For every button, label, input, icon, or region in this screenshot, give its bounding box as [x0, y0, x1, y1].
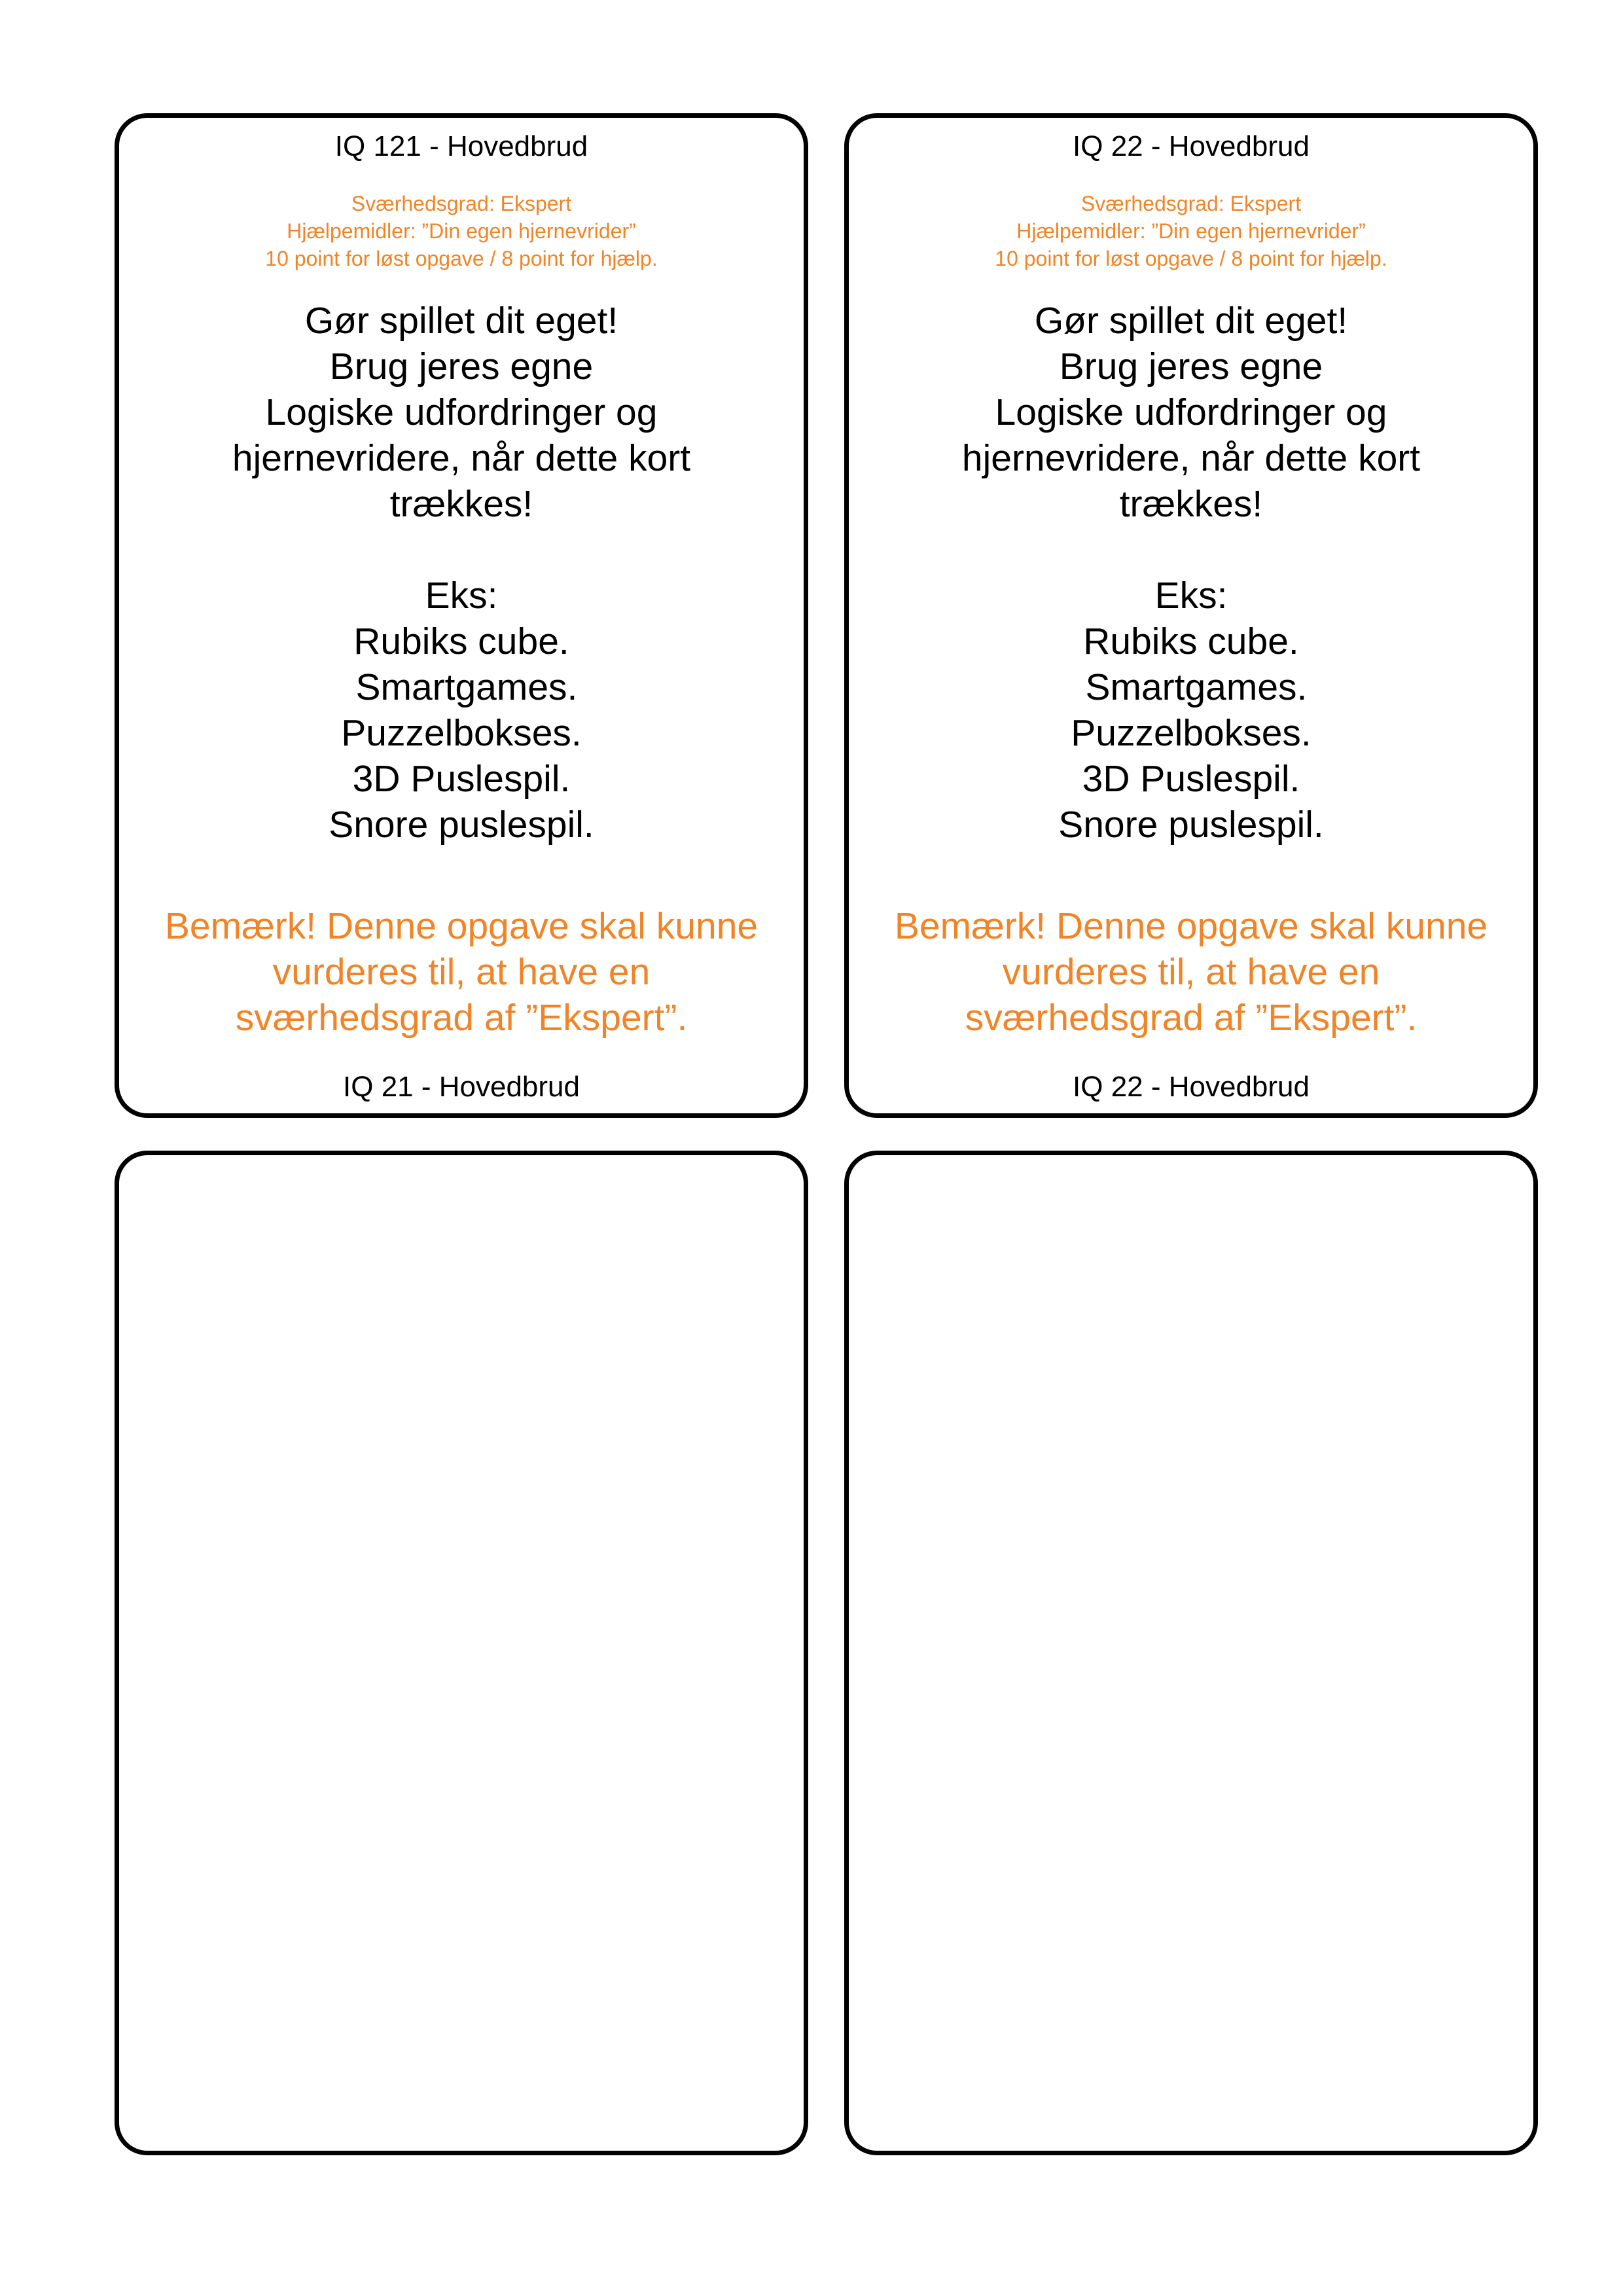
body-line: trækkes!	[389, 483, 533, 525]
card-note	[849, 903, 1533, 1041]
points-text: 10 point for løst opgave / 8 point for hjælp.	[995, 247, 1387, 270]
examples-label: Eks:	[425, 575, 498, 617]
note-line: Bemærk! Denne opgave skal kunne	[894, 905, 1488, 947]
difficulty-text: Sværhedsgrad: Ekspert	[1080, 192, 1302, 215]
points-text: 10 point for løst opgave / 8 point for hjælp.	[265, 247, 658, 270]
difficulty-text: Sværhedsgrad: Ekspert	[351, 192, 572, 215]
card-title-bottom: IQ 21 - Hovedbrud	[343, 1071, 580, 1103]
note-line: Bemærk! Denne opgave skal kunne	[164, 905, 758, 947]
body-line: Brug jeres egne	[1059, 346, 1323, 387]
aids-text: Hjælpemidler: ”Din egen hjernevrider”	[287, 219, 636, 243]
body-line: trækkes!	[1119, 483, 1263, 525]
body-line: Gør spillet dit eget!	[1034, 300, 1348, 342]
example-item: Puzzelbokses.	[341, 712, 582, 754]
note-line: sværhedsgrad af ”Ekspert”.	[965, 997, 1418, 1039]
example-item: 3D Puslespil.	[1082, 758, 1300, 800]
note-line: vurderes til, at have en	[272, 951, 651, 993]
example-item: Puzzelbokses.	[1071, 712, 1311, 754]
card-title-bottom: IQ 22 - Hovedbrud	[1073, 1071, 1310, 1103]
example-item: Smartgames.	[345, 666, 578, 708]
aids-text: Hjælpemidler: ”Din egen hjernevrider”	[1016, 219, 1366, 243]
example-item: Rubiks cube.	[1083, 620, 1299, 662]
card-title-top: IQ 121 - Hovedbrud	[334, 130, 588, 162]
note-line: sværhedsgrad af ”Ekspert”.	[235, 997, 688, 1039]
card-iq-22	[844, 113, 1538, 1118]
card-body	[119, 298, 804, 848]
body-line: hjernevridere, når dette kort	[961, 437, 1421, 479]
body-line: hjernevridere, når dette kort	[232, 437, 691, 479]
card-note	[119, 903, 804, 1041]
body-line: Logiske udfordringer og	[265, 391, 658, 433]
card-title-top: IQ 22 - Hovedbrud	[1073, 130, 1310, 162]
example-item: Smartgames.	[1075, 666, 1308, 708]
empty-card	[844, 1151, 1538, 2155]
example-item: Snore puslespil.	[329, 804, 594, 846]
body-line: Logiske udfordringer og	[995, 391, 1387, 433]
card-body	[849, 298, 1533, 848]
note-line: vurderes til, at have en	[1002, 951, 1380, 993]
example-item: Snore puslespil.	[1058, 804, 1324, 846]
card-meta	[849, 190, 1533, 272]
example-item: 3D Puslespil.	[352, 758, 571, 800]
card-meta	[119, 190, 804, 272]
examples-label: Eks:	[1154, 575, 1228, 617]
body-line: Gør spillet dit eget!	[304, 300, 618, 342]
example-item: Rubiks cube.	[353, 620, 569, 662]
body-line: Brug jeres egne	[329, 346, 594, 387]
empty-card	[115, 1151, 808, 2155]
card-iq-121	[115, 113, 808, 1118]
